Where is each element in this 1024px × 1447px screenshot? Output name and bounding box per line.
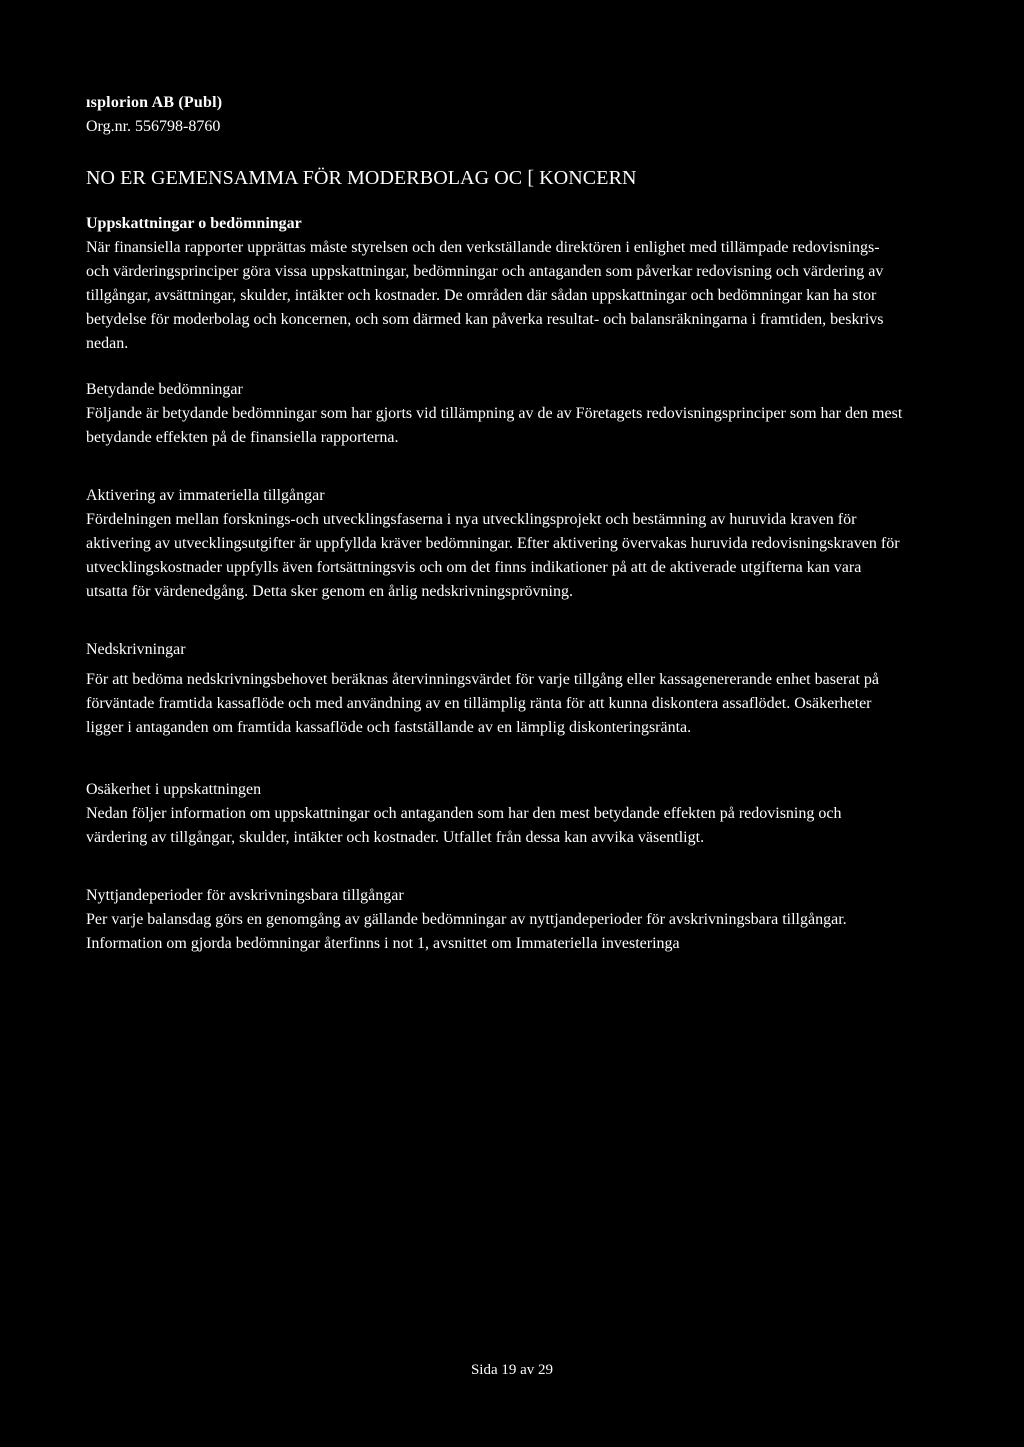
section-intangible-assets: [86, 484, 906, 604]
section-paragraph: När finansiella rapporter upprättas måste styrelsen och den verkställande direktören i enlighet med tillämpade redovisnings- och värderingsprinciper göra vissa uppskattningar, bedömningar och antaganden som påverkar redovisning och värdering av tillgångar, avsättningar, skulder, intäkter och kostnader. De områden där sådan uppskattningar och bedömningar kan ha stor betydelse för moderbolag och koncernen, och som därmed kan påverka resultat- och balansräkningarna i framtiden, beskrivs nedan.: [86, 239, 884, 352]
section-paragraph: Fördelningen mellan forsknings-och utvecklingsfaserna i nya utvecklingsprojekt och bestämning av huruvida kraven för aktivering av utvecklingsutgifter är uppfyllda kräver bedömningar. Efter aktivering övervakas huruvida redovisningskraven för utvecklingskostnader uppfylls även fortsättningsvis och om det finns indikationer på att de aktiverade utgifterna kan vara utsatta för värdenedgång. Detta sker genom en årlig nedskrivningsprövning.: [86, 511, 900, 600]
section-heading: Uppskattningar o bedömningar: [86, 215, 302, 232]
section-estimation-uncertainty: [86, 778, 906, 850]
section-heading: Osäkerhet i uppskattningen: [86, 781, 262, 798]
section-paragraph: Följande är betydande bedömningar som har gjorts vid tillämpning av de av Företagets redovisningsprinciper som har den mest betydande effekten på de finansiella rapporterna.: [86, 405, 903, 446]
company-name: ısplorion AB (Publ): [86, 94, 223, 111]
page-title: NO ER GEMENSAMMA FÖR MODERBOLAG OC [ KONCERN: [86, 167, 637, 189]
section-heading: Betydande bedömningar: [86, 381, 243, 398]
section-heading: Aktivering av immateriella tillgångar: [86, 487, 325, 504]
org-number: Org.nr. 556798-8760: [86, 118, 221, 135]
section-paragraph: För att bedöma nedskrivningsbehovet beräknas återvinningsvärdet för varje tillgång eller kassagenererande enhet baserat på förväntade framtida kassaflöde och med användning av en tillämplig ränta för att kunna diskontera assaflödet. Osäkerheter ligger i antaganden om framtida kassaflöde och fastställande av en lämplig diskonteringsränta.: [86, 671, 880, 736]
section-impairment: [86, 638, 906, 740]
section-useful-lives: [86, 884, 906, 956]
section-heading: Nyttjandeperioder för avskrivningsbara tillgångar: [86, 887, 404, 904]
notes-content: [86, 212, 906, 978]
section-paragraph: Per varje balansdag görs en genomgång av gällande bedömningar av nyttjandeperioder för avskrivningsbara tillgångar. Information om gjorda bedömningar återfinns i not 1, avsnittet om Immateriella investeringa: [86, 911, 847, 952]
section-significant-judgements: [86, 378, 906, 450]
section-estimates: [86, 212, 906, 356]
section-paragraph: Nedan följer information om uppskattningar och antaganden som har den mest betydande effekten på redovisning och värdering av tillgångar, skulder, intäkter och kostnader. Utfallet från dessa kan avvika väsentligt.: [86, 805, 842, 846]
section-heading: Nedskrivningar: [86, 641, 186, 658]
page-number: Sida 19 av 29: [470, 1362, 554, 1378]
